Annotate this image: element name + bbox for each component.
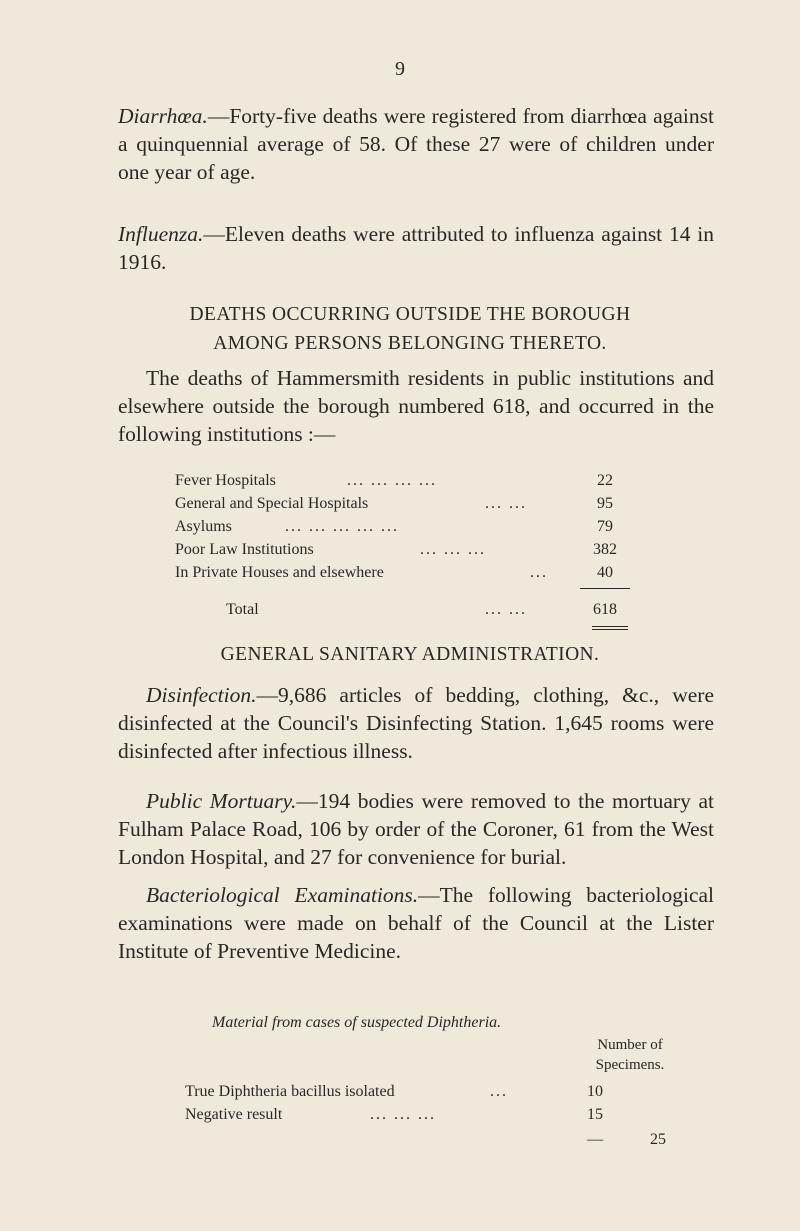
total-double-rule bbox=[592, 626, 628, 627]
mortuary-paragraph bbox=[118, 787, 714, 871]
row-value: 10 bbox=[587, 1083, 603, 1100]
column-header-line-2: Specimens. bbox=[595, 1057, 665, 1073]
influenza-title: Influenza. bbox=[118, 222, 204, 246]
row-label: General and Special Hospitals bbox=[175, 495, 369, 512]
table-row bbox=[175, 493, 645, 515]
table-row bbox=[175, 470, 645, 492]
diarrhoea-title: Diarrhœa. bbox=[118, 104, 208, 128]
mortuary-text: —194 bodies were removed to the mortuary at Fulham Palace Road, 106 by order of the Coroner, 61 from the West London Hospital, and 27 for convenience for burial. bbox=[118, 789, 714, 869]
total-value: 25 bbox=[650, 1131, 666, 1148]
row-leader-dots: ... ... bbox=[485, 495, 527, 512]
total-double-rule bbox=[592, 629, 628, 630]
disinfection-title: Disinfection. bbox=[146, 683, 257, 707]
row-leader-dots: ... ... ... ... ... bbox=[285, 518, 399, 535]
diarrhoea-paragraph bbox=[118, 102, 714, 186]
row-value: 382 bbox=[593, 541, 617, 558]
deaths-intro-paragraph: The deaths of Hammersmith residents in public institutions and elsewhere outside the borough numbered 618, and occurred in the following institutions :— bbox=[118, 366, 714, 446]
row-label: Poor Law Institutions bbox=[175, 541, 314, 558]
row-value: 22 bbox=[597, 472, 613, 489]
table-row bbox=[185, 1104, 705, 1126]
total-value: 618 bbox=[593, 601, 617, 618]
row-value: 95 bbox=[597, 495, 613, 512]
row-leader-dots: ... bbox=[490, 1083, 508, 1100]
table-row bbox=[175, 516, 645, 538]
mortuary-title: Public Mortuary. bbox=[146, 789, 297, 813]
row-label: True Diphtheria bacillus isolated bbox=[185, 1083, 395, 1100]
row-label: Asylums bbox=[175, 518, 232, 535]
total-dash: — bbox=[587, 1131, 603, 1148]
row-label: Negative result bbox=[185, 1106, 283, 1123]
row-value: 15 bbox=[587, 1106, 603, 1123]
institutions-table bbox=[175, 470, 645, 640]
total-row bbox=[175, 599, 645, 621]
row-leader-dots: ... ... ... bbox=[420, 541, 486, 558]
row-value: 79 bbox=[597, 518, 613, 535]
bacteriological-text: —The following bacteriological examinations were made on behalf of the Council at the Lister Institute of Preventive Medicine. bbox=[118, 883, 714, 963]
row-leader-dots: ... bbox=[530, 564, 548, 581]
row-leader-dots: ... ... ... bbox=[370, 1106, 436, 1123]
diarrhoea-text: —Forty-five deaths were registered from diarrhœa against a quinquennial average of 58. Of these 27 were of children under one year of age. bbox=[118, 104, 714, 184]
row-leader-dots: ... ... ... ... bbox=[347, 472, 437, 489]
table-row bbox=[185, 1081, 705, 1103]
disinfection-text: —9,686 articles of bedding, clothing, &c., were disinfected at the Council's Disinfecting Station. 1,645 rooms were disinfected after infectious illness. bbox=[118, 683, 714, 763]
row-label: Fever Hospitals bbox=[175, 472, 276, 489]
page-number: 9 bbox=[395, 58, 405, 80]
bacteriological-paragraph bbox=[118, 881, 714, 965]
table-row bbox=[175, 562, 645, 584]
column-header-line-1: Number of bbox=[597, 1037, 663, 1053]
table-row bbox=[175, 539, 645, 561]
row-value: 40 bbox=[597, 564, 613, 581]
total-label: Total bbox=[226, 601, 259, 618]
row-label: In Private Houses and elsewhere bbox=[175, 564, 384, 581]
disinfection-paragraph bbox=[118, 681, 714, 765]
diphtheria-caption: Material from cases of suspected Diphtheria. bbox=[212, 1014, 502, 1031]
sanitary-heading: GENERAL SANITARY ADMINISTRATION. bbox=[220, 644, 600, 665]
deaths-heading-line-2: AMONG PERSONS BELONGING THERETO. bbox=[213, 333, 607, 354]
influenza-paragraph bbox=[118, 220, 714, 276]
total-row bbox=[185, 1129, 705, 1151]
bacteriological-title: Bacteriological Examinations. bbox=[146, 883, 419, 907]
total-leader-dots: ... ... bbox=[485, 601, 527, 618]
diphtheria-table bbox=[185, 1033, 705, 1213]
subtotal-rule bbox=[580, 588, 630, 589]
influenza-text: —Eleven deaths were attributed to influenza against 14 in 1916. bbox=[118, 222, 714, 274]
deaths-heading bbox=[100, 300, 720, 358]
deaths-heading-line-1: DEATHS OCCURRING OUTSIDE THE BOROUGH bbox=[189, 304, 631, 325]
